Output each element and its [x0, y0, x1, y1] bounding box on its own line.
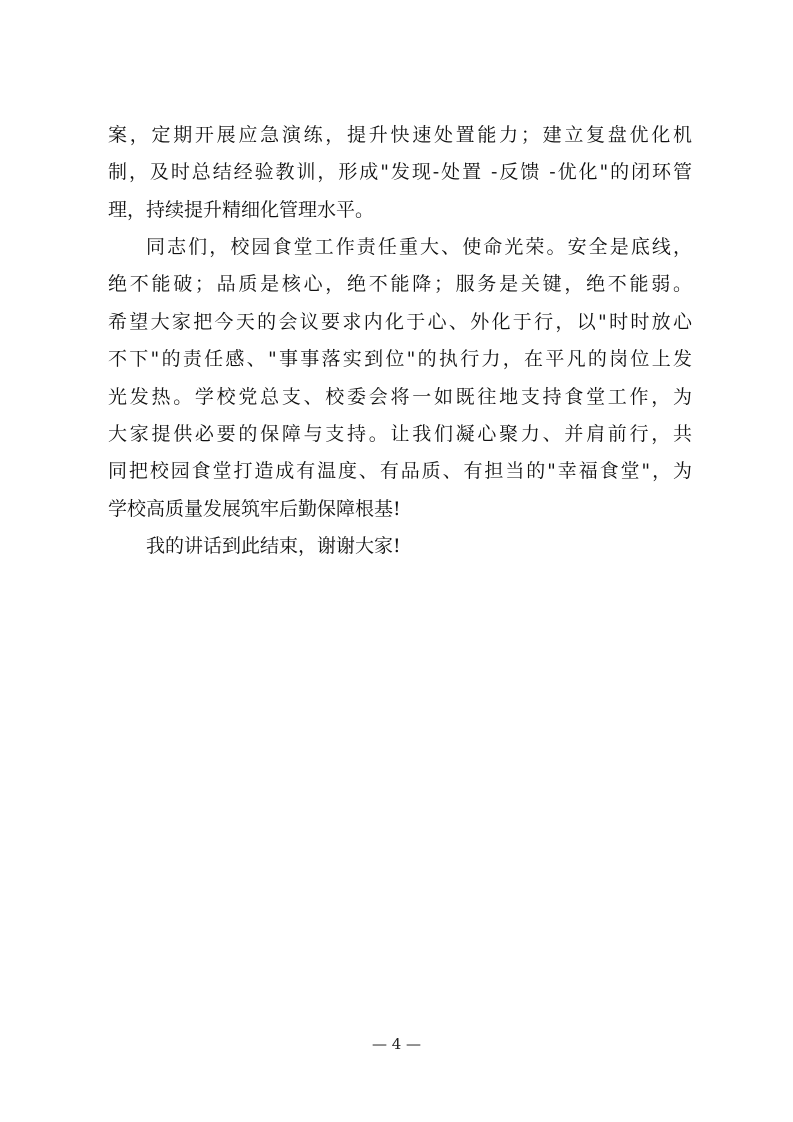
paragraph-2-line-8: 学校高质量发展筑牢后勤保障根基! — [108, 498, 401, 520]
paragraph-2-line-5: 光发热。学校党总支、校委会将一如既往地支持食堂工作，为 — [108, 386, 692, 408]
paragraph-3-line-1: 我的讲话到此结束，谢谢大家! — [146, 535, 401, 557]
paragraph-2-line-6: 大家提供必要的保障与支持。让我们凝心聚力、并肩前行，共 — [108, 423, 692, 445]
paragraph-1-line-3: 理，持续提升精细化管理水平。 — [108, 199, 375, 221]
paragraph-2-line-4: 不下"的责任感、"事事落实到位"的执行力，在平凡的岗位上发 — [108, 348, 692, 370]
page-number: — 4 — — [371, 1035, 422, 1053]
paragraph-2-line-7: 同把校园食堂打造成有温度、有品质、有担当的"幸福食堂"，为 — [108, 460, 692, 482]
paragraph-2-line-3: 希望大家把今天的会议要求内化于心、外化于行，以"时时放心 — [108, 311, 692, 333]
paragraph-1-line-2: 制，及时总结经验教训，形成"发现-处置 -反馈 -优化"的闭环管 — [108, 161, 692, 183]
paragraph-2-line-1: 同志们，校园食堂工作责任重大、使命光荣。安全是底线， — [146, 236, 692, 258]
paragraph-1-line-1: 案，定期开展应急演练，提升快速处置能力；建立复盘优化机 — [108, 124, 692, 146]
paragraph-2-line-2: 绝不能破；品质是核心，绝不能降；服务是关键，绝不能弱。 — [108, 273, 692, 295]
